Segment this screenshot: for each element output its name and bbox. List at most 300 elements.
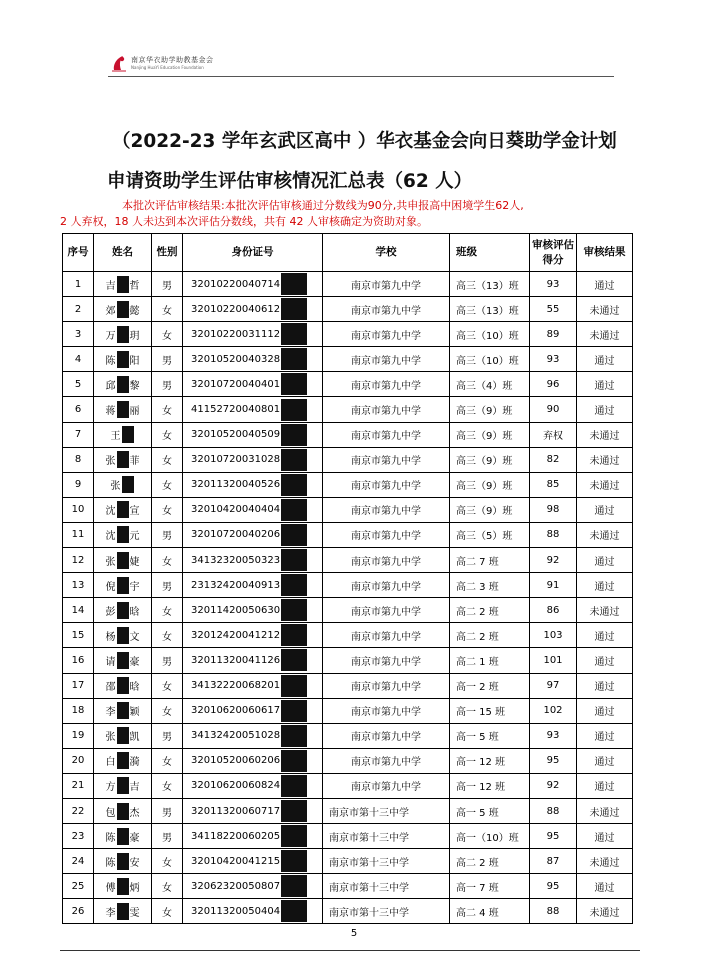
- cell-result: 通过: [577, 272, 633, 297]
- cell-id: [183, 322, 323, 347]
- cell-school: 南京市第九中学: [323, 548, 450, 573]
- header-divider: [108, 76, 614, 77]
- cell-class: 高三（9）班: [450, 422, 530, 447]
- name-given: 玥: [129, 330, 140, 342]
- cell-sex: 男: [152, 798, 183, 823]
- cell-no: 25: [63, 874, 94, 899]
- redaction-block: [117, 351, 129, 368]
- table-row: [63, 447, 633, 472]
- table-row: [63, 372, 633, 397]
- cell-no: 23: [63, 824, 94, 849]
- name-given: 晗: [129, 606, 140, 618]
- cell-id: [183, 522, 323, 547]
- cell-sex: 女: [152, 598, 183, 623]
- cell-id: [183, 849, 323, 874]
- cell-sex: 女: [152, 472, 183, 497]
- name-surname: 王: [110, 431, 121, 443]
- table-row: [63, 548, 633, 573]
- cell-sex: 男: [152, 272, 183, 297]
- cell-score: 101: [530, 648, 577, 673]
- cell-id: [183, 548, 323, 573]
- redaction-block: [117, 401, 129, 418]
- cell-score: 87: [530, 849, 577, 874]
- name-given: 文: [129, 631, 140, 643]
- cell-id: [183, 297, 323, 322]
- redaction-block: [281, 649, 307, 671]
- header-id: 身份证号: [183, 234, 323, 272]
- table-row: [63, 472, 633, 497]
- cell-score: 95: [530, 824, 577, 849]
- header-school: 学校: [323, 234, 450, 272]
- redaction-block: [117, 326, 129, 343]
- name-surname: 请: [105, 656, 116, 668]
- header-result: 审核结果: [577, 234, 633, 272]
- cell-name: [94, 347, 152, 372]
- cell-class: 高三（9）班: [450, 397, 530, 422]
- redaction-block: [281, 348, 307, 370]
- name-surname: 傅: [105, 882, 116, 894]
- redaction-block: [281, 298, 307, 320]
- cell-name: [94, 447, 152, 472]
- cell-result: 未通过: [577, 522, 633, 547]
- name-given: 颖: [129, 707, 140, 719]
- redaction-block: [122, 476, 134, 493]
- cell-sex: 女: [152, 623, 183, 648]
- table-body: [63, 272, 633, 924]
- redaction-block: [281, 900, 307, 922]
- id-number-visible: 32010220040714: [191, 278, 281, 290]
- cell-id: [183, 798, 323, 823]
- cell-sex: 男: [152, 347, 183, 372]
- cell-name: [94, 472, 152, 497]
- cell-score: 92: [530, 773, 577, 798]
- cell-result: 通过: [577, 824, 633, 849]
- name-surname: 张: [105, 556, 116, 568]
- redaction-block: [281, 499, 307, 521]
- cell-result: 未通过: [577, 322, 633, 347]
- cell-score: 85: [530, 472, 577, 497]
- redaction-block: [117, 828, 129, 845]
- name-surname: 杨: [105, 631, 116, 643]
- cell-name: [94, 849, 152, 874]
- cell-class: 高一 2 班: [450, 673, 530, 698]
- redaction-block: [281, 574, 307, 596]
- cell-name: [94, 322, 152, 347]
- cell-score: 95: [530, 748, 577, 773]
- cell-sex: 女: [152, 422, 183, 447]
- logo-chinese-name: 南京华衣助学助教基金会: [131, 55, 214, 64]
- cell-name: [94, 422, 152, 447]
- cell-sex: 女: [152, 297, 183, 322]
- cell-school: 南京市第十三中学: [323, 874, 450, 899]
- document-title-line2: 申请资助学生评估审核情况汇总表（62 人）: [107, 171, 473, 192]
- redaction-block: [117, 752, 129, 769]
- cell-school: 南京市第九中学: [323, 297, 450, 322]
- cell-result: 未通过: [577, 899, 633, 924]
- header-name: 姓名: [94, 234, 152, 272]
- id-number-visible: 41152720040801: [191, 404, 281, 416]
- cell-class: 高三（5）班: [450, 522, 530, 547]
- cell-name: [94, 648, 152, 673]
- cell-id: [183, 472, 323, 497]
- cell-result: 通过: [577, 748, 633, 773]
- cell-score: 91: [530, 573, 577, 598]
- cell-id: [183, 347, 323, 372]
- redaction-block: [117, 652, 129, 669]
- cell-score: 90: [530, 397, 577, 422]
- name-given: 豪: [129, 656, 140, 668]
- footer-divider: [60, 950, 640, 951]
- name-surname: 郊: [105, 305, 116, 317]
- cell-id: [183, 372, 323, 397]
- cell-name: [94, 698, 152, 723]
- cell-class: 高二 4 班: [450, 899, 530, 924]
- cell-id: [183, 723, 323, 748]
- cell-no: 21: [63, 773, 94, 798]
- table-row: [63, 698, 633, 723]
- cell-result: 未通过: [577, 598, 633, 623]
- redaction-block: [117, 627, 129, 644]
- redaction-block: [281, 725, 307, 747]
- redaction-block: [117, 526, 129, 543]
- cell-name: [94, 272, 152, 297]
- cell-result: 通过: [577, 347, 633, 372]
- cell-name: [94, 748, 152, 773]
- redaction-block: [117, 727, 129, 744]
- id-number-visible: 32010420041215: [191, 855, 281, 867]
- table-row: [63, 497, 633, 522]
- cell-sex: 女: [152, 698, 183, 723]
- header-score: 审核评估得分: [530, 234, 577, 272]
- redaction-block: [281, 850, 307, 872]
- cell-result: 通过: [577, 698, 633, 723]
- redaction-block: [117, 853, 129, 870]
- name-given: 婕: [129, 556, 140, 568]
- cell-id: [183, 422, 323, 447]
- cell-result: 通过: [577, 497, 633, 522]
- cell-id: [183, 673, 323, 698]
- name-given: 杰: [129, 807, 140, 819]
- cell-school: 南京市第九中学: [323, 472, 450, 497]
- id-number-visible: 32011320041126: [191, 654, 281, 666]
- cell-no: 16: [63, 648, 94, 673]
- student-review-table: [62, 233, 633, 924]
- redaction-block: [281, 524, 307, 546]
- cell-sex: 女: [152, 548, 183, 573]
- cell-id: [183, 497, 323, 522]
- cell-class: 高三（13）班: [450, 272, 530, 297]
- foundation-logo: [111, 52, 231, 74]
- cell-name: [94, 497, 152, 522]
- cell-sex: 男: [152, 372, 183, 397]
- table-row: [63, 673, 633, 698]
- cell-sex: 男: [152, 723, 183, 748]
- cell-school: 南京市第九中学: [323, 322, 450, 347]
- table-row: [63, 573, 633, 598]
- cell-score: 93: [530, 347, 577, 372]
- name-surname: 彭: [105, 606, 116, 618]
- cell-score: 93: [530, 723, 577, 748]
- cell-sex: 女: [152, 748, 183, 773]
- redaction-block: [281, 273, 307, 295]
- cell-sex: 女: [152, 773, 183, 798]
- cell-school: 南京市第十三中学: [323, 849, 450, 874]
- cell-class: 高三（13）班: [450, 297, 530, 322]
- cell-score: 弃权: [530, 422, 577, 447]
- redaction-block: [281, 474, 307, 496]
- cell-score: 88: [530, 522, 577, 547]
- redaction-block: [281, 424, 307, 446]
- cell-sex: 男: [152, 522, 183, 547]
- cell-result: 通过: [577, 372, 633, 397]
- cell-school: 南京市第九中学: [323, 372, 450, 397]
- cell-name: [94, 297, 152, 322]
- cell-sex: 女: [152, 849, 183, 874]
- redaction-block: [281, 449, 307, 471]
- cell-class: 高三（10）班: [450, 347, 530, 372]
- table-row: [63, 773, 633, 798]
- cell-no: 18: [63, 698, 94, 723]
- name-given: 吉: [129, 782, 140, 794]
- cell-no: 13: [63, 573, 94, 598]
- cell-no: 14: [63, 598, 94, 623]
- name-surname: 沈: [105, 506, 116, 518]
- redaction-block: [281, 700, 307, 722]
- cell-result: 未通过: [577, 297, 633, 322]
- notice-line1: 本批次评估审核结果:本批次评估审核通过分数线为90分,共申报高中困境学生62人,: [122, 199, 524, 212]
- cell-class: 高三（4）班: [450, 372, 530, 397]
- name-surname: 白: [105, 757, 116, 769]
- cell-sex: 男: [152, 824, 183, 849]
- redaction-block: [281, 599, 307, 621]
- cell-class: 高二 7 班: [450, 548, 530, 573]
- page-number: 5: [350, 928, 358, 939]
- name-given: 宇: [129, 581, 140, 593]
- name-given: 元: [129, 531, 140, 543]
- redaction-block: [117, 602, 129, 619]
- cell-id: [183, 899, 323, 924]
- cell-class: 高一 5 班: [450, 723, 530, 748]
- id-number-visible: 32011320050404: [191, 905, 281, 917]
- redaction-block: [281, 675, 307, 697]
- cell-no: 26: [63, 899, 94, 924]
- id-number-visible: 32010620060824: [191, 780, 281, 792]
- redaction-block: [117, 677, 129, 694]
- cell-school: 南京市第九中学: [323, 673, 450, 698]
- table-row: [63, 899, 633, 924]
- name-surname: 包: [105, 807, 116, 819]
- name-given: 懿: [129, 305, 140, 317]
- cell-name: [94, 372, 152, 397]
- cell-score: 82: [530, 447, 577, 472]
- redaction-block: [117, 301, 129, 318]
- cell-sex: 女: [152, 673, 183, 698]
- name-given: 宣: [129, 506, 140, 518]
- logo-english-name: Nanjing HuaYi Education Foundation: [131, 64, 204, 70]
- cell-no: 12: [63, 548, 94, 573]
- redaction-block: [281, 800, 307, 822]
- name-surname: 邱: [105, 380, 116, 392]
- redaction-block: [117, 276, 129, 293]
- cell-class: 高一 15 班: [450, 698, 530, 723]
- cell-score: 96: [530, 372, 577, 397]
- cell-result: 通过: [577, 723, 633, 748]
- name-given: 哲: [129, 280, 140, 292]
- cell-score: 95: [530, 874, 577, 899]
- redaction-block: [281, 775, 307, 797]
- cell-no: 20: [63, 748, 94, 773]
- id-number-visible: 32011320040526: [191, 479, 281, 491]
- name-given: 阳: [129, 355, 140, 367]
- header-no: 序号: [63, 234, 94, 272]
- cell-no: 22: [63, 798, 94, 823]
- name-given: 安: [129, 857, 140, 869]
- header-sex: 性别: [152, 234, 183, 272]
- table-row: [63, 272, 633, 297]
- table-row: [63, 322, 633, 347]
- redaction-block: [117, 878, 129, 895]
- cell-school: 南京市第九中学: [323, 497, 450, 522]
- cell-class: 高一（10）班: [450, 824, 530, 849]
- document-title-line1: （2022-23 学年玄武区高中 ）华衣基金会向日葵助学金计划: [112, 131, 617, 152]
- cell-id: [183, 698, 323, 723]
- redaction-block: [281, 624, 307, 646]
- redaction-block: [117, 777, 129, 794]
- redaction-block: [281, 323, 307, 345]
- name-given: 炳: [129, 882, 140, 894]
- cell-school: 南京市第九中学: [323, 698, 450, 723]
- id-number-visible: 32010520060206: [191, 755, 281, 767]
- cell-no: 9: [63, 472, 94, 497]
- cell-no: 7: [63, 422, 94, 447]
- cell-no: 6: [63, 397, 94, 422]
- redaction-block: [281, 875, 307, 897]
- cell-class: 高二 1 班: [450, 648, 530, 673]
- cell-sex: 女: [152, 874, 183, 899]
- cell-name: [94, 824, 152, 849]
- redaction-block: [281, 373, 307, 395]
- cell-score: 102: [530, 698, 577, 723]
- cell-school: 南京市第九中学: [323, 447, 450, 472]
- table-row: [63, 824, 633, 849]
- cell-no: 2: [63, 297, 94, 322]
- cell-name: [94, 623, 152, 648]
- name-given: 豪: [129, 832, 140, 844]
- redaction-block: [117, 376, 129, 393]
- cell-class: 高二 2 班: [450, 623, 530, 648]
- redaction-block: [281, 399, 307, 421]
- cell-name: [94, 548, 152, 573]
- cell-score: 97: [530, 673, 577, 698]
- cell-name: [94, 899, 152, 924]
- cell-class: 高三（9）班: [450, 472, 530, 497]
- id-number-visible: 32010620060617: [191, 705, 281, 717]
- redaction-block: [122, 426, 134, 443]
- cell-sex: 女: [152, 322, 183, 347]
- cell-school: 南京市第九中学: [323, 522, 450, 547]
- cell-school: 南京市第九中学: [323, 272, 450, 297]
- name-surname: 陈: [105, 832, 116, 844]
- table-row: [63, 422, 633, 447]
- cell-name: [94, 874, 152, 899]
- id-number-visible: 34132420051028: [191, 730, 281, 742]
- id-number-visible: 32010220040612: [191, 303, 281, 315]
- cell-school: 南京市第九中学: [323, 347, 450, 372]
- id-number-visible: 32010720031028: [191, 454, 281, 466]
- cell-score: 55: [530, 297, 577, 322]
- cell-school: 南京市第九中学: [323, 748, 450, 773]
- cell-school: 南京市第十三中学: [323, 798, 450, 823]
- header-class: 班级: [450, 234, 530, 272]
- name-surname: 陈: [105, 857, 116, 869]
- cell-id: [183, 623, 323, 648]
- cell-sex: 女: [152, 397, 183, 422]
- name-surname: 李: [105, 907, 116, 919]
- cell-no: 17: [63, 673, 94, 698]
- id-number-visible: 32010520040328: [191, 353, 281, 365]
- table-row: [63, 623, 633, 648]
- cell-result: 未通过: [577, 422, 633, 447]
- cell-score: 86: [530, 598, 577, 623]
- cell-no: 8: [63, 447, 94, 472]
- cell-sex: 女: [152, 899, 183, 924]
- table-row: [63, 748, 633, 773]
- id-number-visible: 32010420040404: [191, 504, 281, 516]
- cell-class: 高一 12 班: [450, 748, 530, 773]
- table-row: [63, 874, 633, 899]
- cell-id: [183, 598, 323, 623]
- cell-id: [183, 874, 323, 899]
- redaction-block: [281, 549, 307, 571]
- cell-no: 5: [63, 372, 94, 397]
- cell-sex: 女: [152, 447, 183, 472]
- cell-id: [183, 573, 323, 598]
- name-surname: 方: [105, 782, 116, 794]
- table-row: [63, 347, 633, 372]
- table-row: [63, 522, 633, 547]
- cell-result: 未通过: [577, 849, 633, 874]
- id-number-visible: 32010220031112: [191, 328, 281, 340]
- cell-class: 高二 2 班: [450, 849, 530, 874]
- name-given: 雯: [129, 907, 140, 919]
- cell-school: 南京市第九中学: [323, 623, 450, 648]
- cell-score: 93: [530, 272, 577, 297]
- name-surname: 倪: [105, 581, 116, 593]
- cell-no: 11: [63, 522, 94, 547]
- cell-score: 92: [530, 548, 577, 573]
- cell-school: 南京市第十三中学: [323, 824, 450, 849]
- cell-no: 3: [63, 322, 94, 347]
- name-surname: 陈: [105, 355, 116, 367]
- review-notice: [60, 198, 640, 230]
- id-number-visible: 34132320050323: [191, 554, 281, 566]
- cell-no: 24: [63, 849, 94, 874]
- table-row: [63, 648, 633, 673]
- cell-id: [183, 648, 323, 673]
- redaction-block: [117, 501, 129, 518]
- foundation-emblem-icon: [111, 54, 127, 72]
- redaction-block: [117, 702, 129, 719]
- id-number-visible: 32011320060717: [191, 805, 281, 817]
- cell-name: [94, 522, 152, 547]
- table-row: [63, 297, 633, 322]
- cell-class: 高三（9）班: [450, 447, 530, 472]
- cell-result: 通过: [577, 773, 633, 798]
- cell-id: [183, 824, 323, 849]
- redaction-block: [281, 750, 307, 772]
- cell-score: 88: [530, 899, 577, 924]
- cell-name: [94, 798, 152, 823]
